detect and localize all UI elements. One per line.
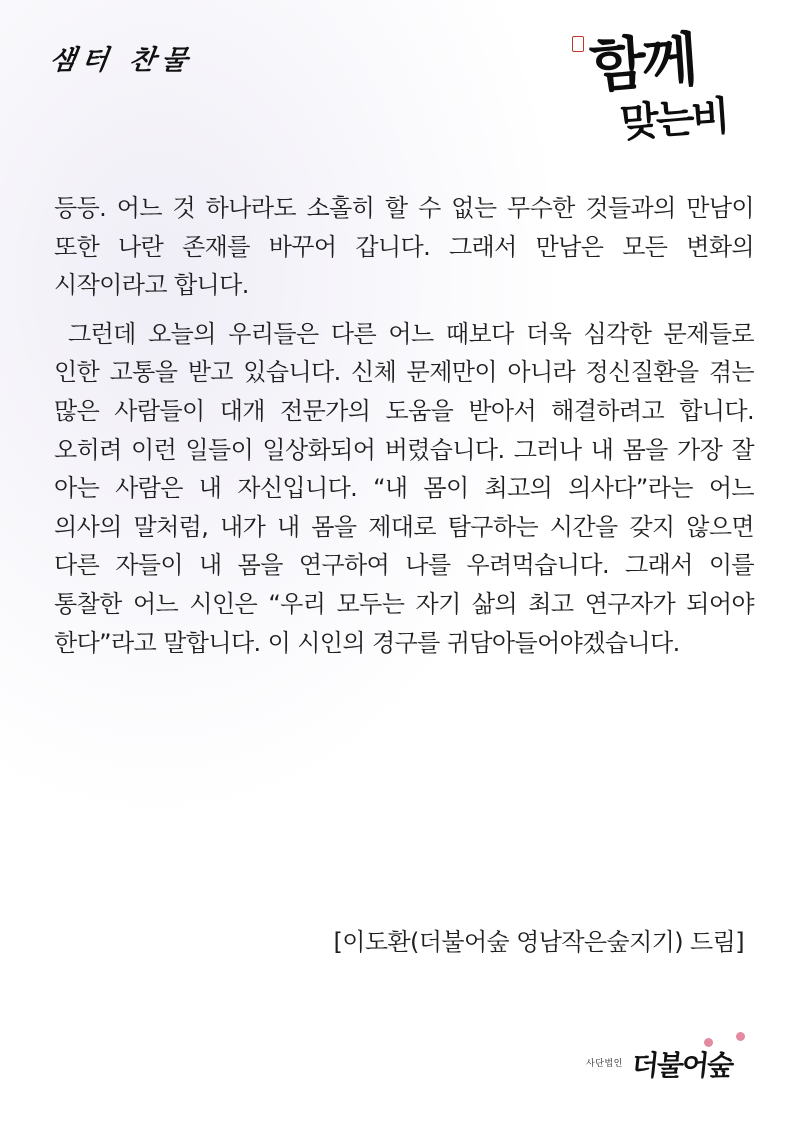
footer-logo-name: 더불어숲: [630, 1049, 734, 1082]
paragraph-1: 등등. 어느 것 하나라도 소홀히 할 수 없는 무수한 것들과의 만남이 또한 나란 존재를 바꾸어 갑니다. 그래서 만남은 모든 변화의 시작이라고 합니다.: [54, 194, 754, 300]
calligraphy-title-main: 함께: [587, 25, 697, 101]
header-right-calligraphy: [572, 25, 752, 148]
calligraphy-title-sub: 맞는비: [618, 92, 729, 147]
paragraph-2: 그런데 오늘의 우리들은 다른 어느 때보다 더욱 심각한 문제들로 인한 고통을 받고 있습니다. 신체 문제만이 아니라 정신질환을 겪는 많은 사람들이 대개 전문가의 도움을 받아서 해결하려고 합니다. 오히려 이런 일들이 일상화되어 버렸습니다. 그러나 내 몸을 가장 잘 아는 사람은 내 자신입니다. “내 몸이 최고의 의사다”라는 어느 의사의 말처럼, 내가 내 몸을 제대로 탐구하는 시간을 갖지 않으면 다른 자들이 내 몸을 연구하여 나를 우려먹습니다. 그래서 이를 통찰한 어느 시인은 “우리 모두는 자기 삶의 최고 연구자가 되어야 한다”라고 말합니다. 이 시인의 경구를 귀담아들어야겠습니다.: [54, 319, 754, 657]
flower-icon: [736, 1032, 745, 1041]
header-left-title: 샘터 찬물: [47, 45, 196, 76]
signature: [이도환(더불어숲 영남작은숲지기) 드림]: [333, 928, 744, 956]
body-text: [54, 189, 754, 662]
footer-logo-prefix: 사단법인: [586, 1059, 623, 1069]
red-seal-icon: [572, 36, 584, 52]
flower-icon: [704, 1038, 713, 1047]
footer-logo: [586, 1030, 756, 1090]
